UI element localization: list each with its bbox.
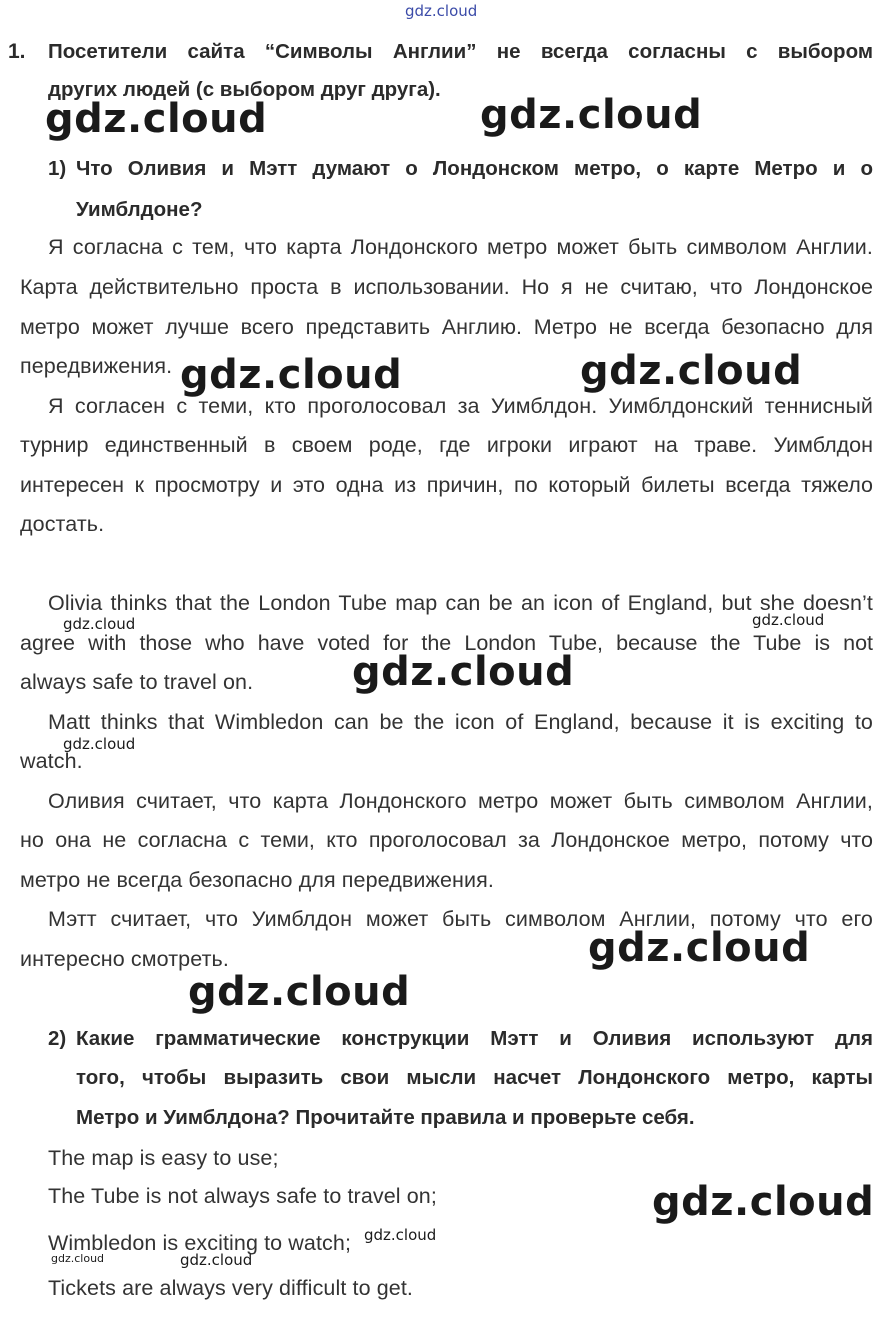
watermark-small: gdz.cloud <box>180 1251 253 1269</box>
para-ru-4-line-2: интересно смотреть. <box>20 947 229 971</box>
para-en-1-line-1: Olivia thinks that the London Tube map can be an icon of England, but she doesn’t <box>48 591 873 615</box>
watermark-large: gdz.cloud <box>180 352 403 398</box>
header-watermark: gdz.cloud <box>405 2 478 20</box>
q2-line-3: Метро и Уимблдона? Прочитайте правила и проверьте себя. <box>76 1106 695 1129</box>
example-2: The Tube is not always safe to travel on; <box>48 1184 437 1208</box>
para-en-2-line-2: watch. <box>20 749 83 773</box>
watermark-small: gdz.cloud <box>752 611 825 629</box>
watermark-large: gdz.cloud <box>588 925 811 971</box>
para-ru-3-line-3: метро не всегда безопасно для передвижения. <box>20 868 494 892</box>
q1-number: 1) <box>48 157 67 180</box>
para-en-1-line-2: agree with those who have voted for the London Tube, because the Tube is not <box>20 631 873 655</box>
para-en-2-line-1: Matt thinks that Wimbledon can be the icon of England, because it is exciting to <box>48 710 873 734</box>
watermark-small: gdz.cloud <box>63 615 136 633</box>
para-ru-4-line-1: Мэтт считает, что Уимблдон может быть символом Англии, потому что его <box>48 907 873 931</box>
watermark-large: gdz.cloud <box>652 1179 875 1225</box>
para-ru-1-line-2: Карта действительно проста в использовании. Но я не считаю, что Лондонское <box>20 275 873 299</box>
para-en-1-line-3: always safe to travel on. <box>20 670 254 694</box>
para-ru-1-line-1: Я согласна с тем, что карта Лондонского метро может быть символом Англии. <box>48 235 873 259</box>
task-number: 1. <box>8 40 26 63</box>
watermark-small: gdz.cloud <box>63 735 136 753</box>
example-1: The map is easy to use; <box>48 1146 279 1170</box>
para-ru-1-line-3: метро может лучше всего представить Англию. Метро не всегда безопасно для <box>20 315 873 339</box>
para-ru-2-line-4: достать. <box>20 512 105 536</box>
para-ru-3-line-2: но она не согласна с теми, кто проголосовал за Лондонское метро, потому что <box>20 828 873 852</box>
watermark-small: gdz.cloud <box>364 1226 437 1244</box>
task-title-line-1: Посетители сайта “Символы Англии” не всегда согласны с выбором <box>48 40 873 63</box>
watermark-large: gdz.cloud <box>352 649 575 695</box>
q1-line-1: Что Оливия и Мэтт думают о Лондонском метро, о карте Метро и о <box>76 157 873 180</box>
example-3: Wimbledon is exciting to watch; <box>48 1231 352 1255</box>
para-ru-1-line-4: передвижения. <box>20 354 173 378</box>
watermark-tiny: gdz.cloud <box>51 1252 105 1265</box>
task-title-line-2: других людей (с выбором друг друга). <box>48 78 441 101</box>
q1-line-2: Уимблдоне? <box>76 198 203 221</box>
watermark-large: gdz.cloud <box>188 969 411 1015</box>
para-ru-2-line-3: интересен к просмотру и это одна из причин, по который билеты всегда тяжело <box>20 473 873 497</box>
q2-number: 2) <box>48 1027 67 1050</box>
q2-line-1: Какие грамматические конструкции Мэтт и Оливия используют для <box>76 1027 873 1050</box>
para-ru-2-line-1: Я согласен с теми, кто проголосовал за Уимблдон. Уимблдонский теннисный <box>48 394 873 418</box>
q2-line-2: того, чтобы выразить свои мысли насчет Лондонского метро, карты <box>76 1066 873 1089</box>
watermark-large: gdz.cloud <box>480 92 703 138</box>
para-ru-3-line-1: Оливия считает, что карта Лондонского метро может быть символом Англии, <box>48 789 873 813</box>
watermark-large: gdz.cloud <box>45 96 268 142</box>
watermark-large: gdz.cloud <box>580 348 803 394</box>
para-ru-2-line-2: турнир единственный в своем роде, где игроки играют на траве. Уимблдон <box>20 433 873 457</box>
example-4: Tickets are always very difficult to get. <box>48 1276 413 1300</box>
